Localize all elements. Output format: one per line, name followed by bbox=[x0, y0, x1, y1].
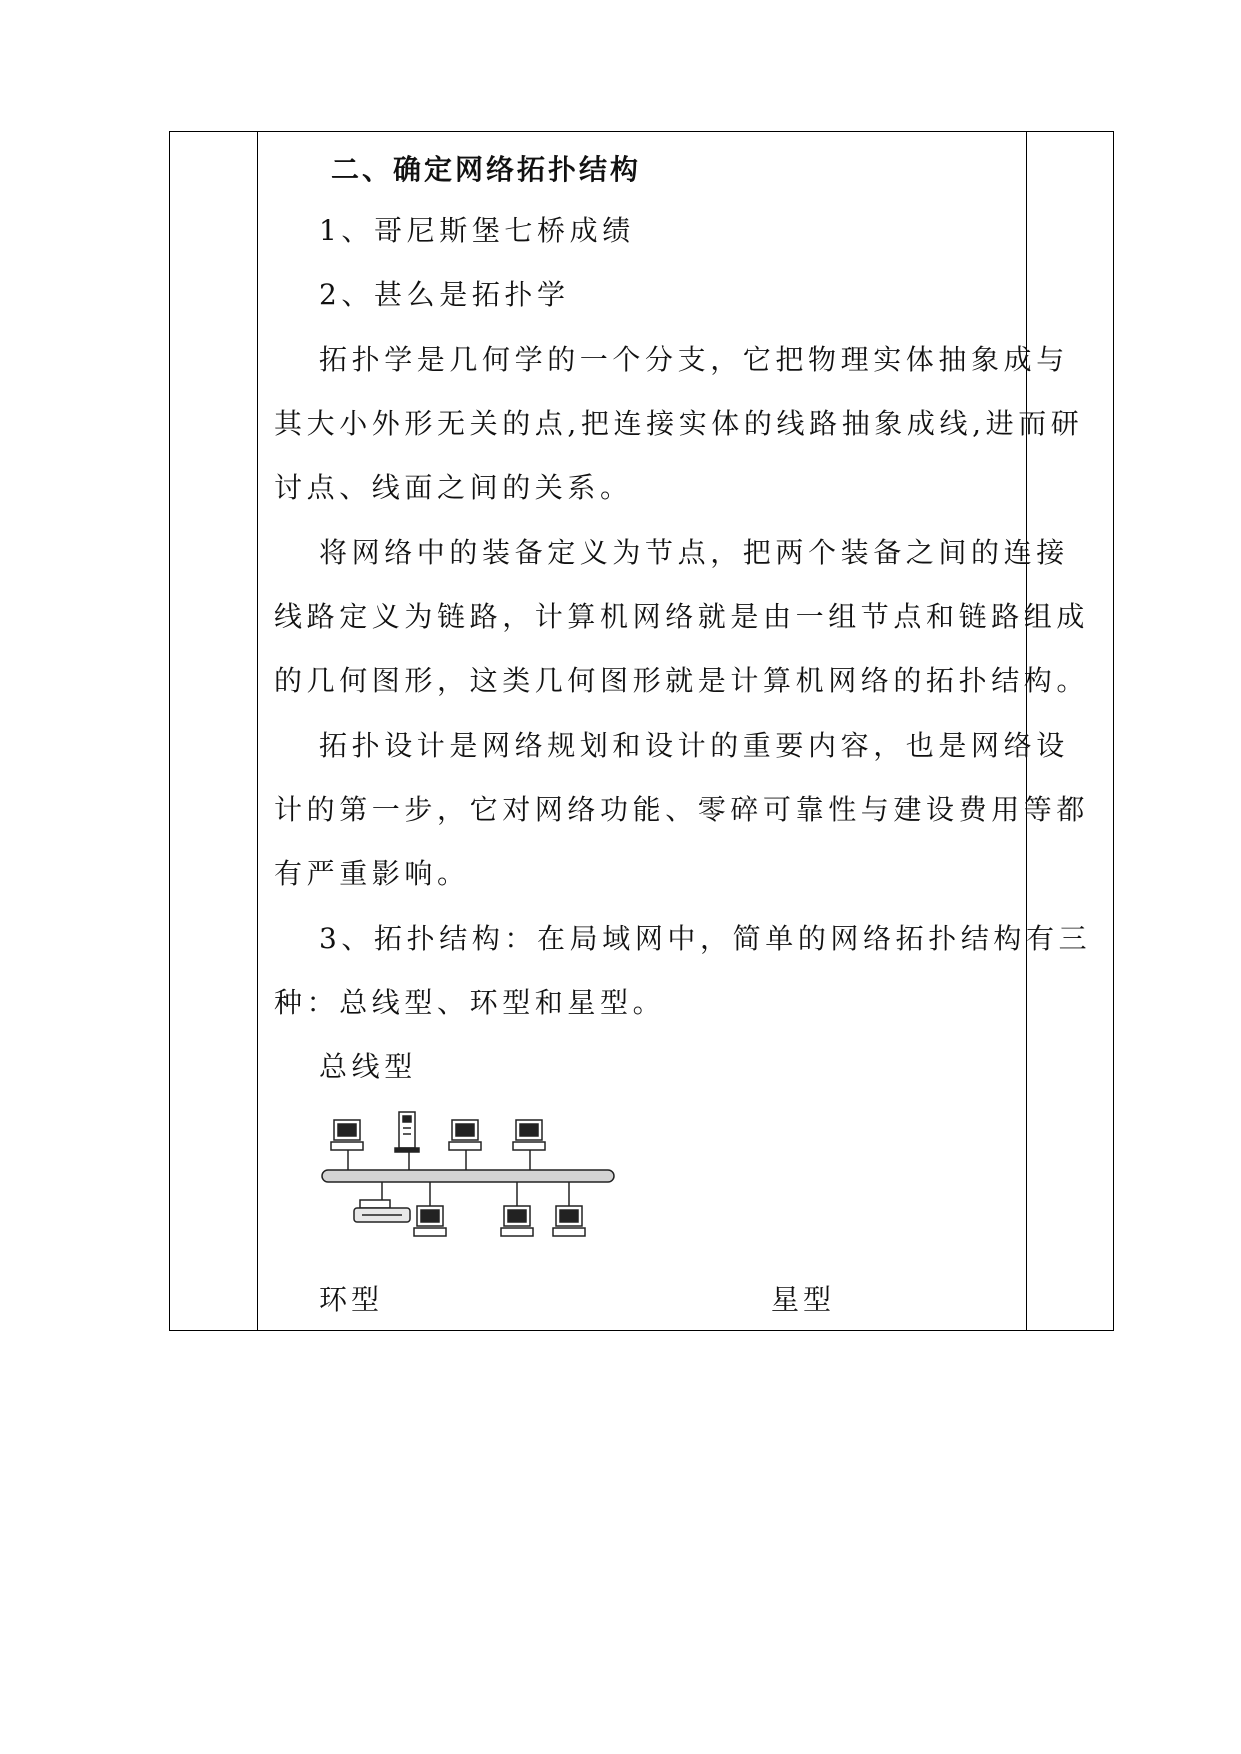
paragraph-line: 3、拓扑结构：在局域网中，简单的网络拓扑结构有三 bbox=[319, 922, 1092, 955]
paragraph-line: 有严重影响。 bbox=[274, 857, 470, 890]
list-item: 2、甚么是拓扑学 bbox=[319, 278, 570, 311]
computer-icon bbox=[501, 1206, 533, 1236]
bus-topology-diagram bbox=[314, 1102, 624, 1242]
computer-icon bbox=[513, 1120, 545, 1150]
paragraph-line: 拓扑学是几何学的一个分支，它把物理实体抽象成与 bbox=[319, 343, 1069, 376]
paragraph-line: 的几何图形，这类几何图形就是计算机网络的拓扑结构。 bbox=[274, 664, 1090, 697]
ring-topology-label: 环型 bbox=[319, 1283, 384, 1316]
computer-icon bbox=[331, 1120, 363, 1150]
printer-icon bbox=[354, 1200, 410, 1222]
server-tower-icon bbox=[395, 1112, 419, 1152]
paragraph-line: 计的第一步，它对网络功能、零碎可靠性与建设费用等都 bbox=[274, 793, 1090, 826]
list-item: 1、哥尼斯堡七桥成绩 bbox=[319, 214, 635, 247]
content-table bbox=[169, 131, 1114, 1331]
bus-topology-label: 总线型 bbox=[319, 1050, 417, 1083]
computer-icon bbox=[449, 1120, 481, 1150]
computer-icon bbox=[553, 1206, 585, 1236]
paragraph-line: 其大小外形无关的点,把连接实体的线路抽象成线,进而研 bbox=[274, 407, 1084, 440]
paragraph-line: 将网络中的装备定义为节点，把两个装备之间的连接 bbox=[319, 536, 1069, 569]
computer-icon bbox=[414, 1206, 446, 1236]
paragraph-line: 线路定义为链路，计算机网络就是由一组节点和链路组成 bbox=[274, 600, 1090, 633]
star-topology-label: 星型 bbox=[771, 1283, 836, 1316]
paragraph-line: 讨点、线面之间的关系。 bbox=[274, 471, 633, 504]
paragraph-line: 拓扑设计是网络规划和设计的重要内容，也是网络设 bbox=[319, 729, 1069, 762]
bus-cable bbox=[322, 1170, 614, 1182]
table-divider bbox=[257, 132, 258, 1330]
section-heading: 二、确定网络拓扑结构 bbox=[331, 153, 642, 186]
paragraph-line: 种：总线型、环型和星型。 bbox=[274, 986, 666, 1019]
